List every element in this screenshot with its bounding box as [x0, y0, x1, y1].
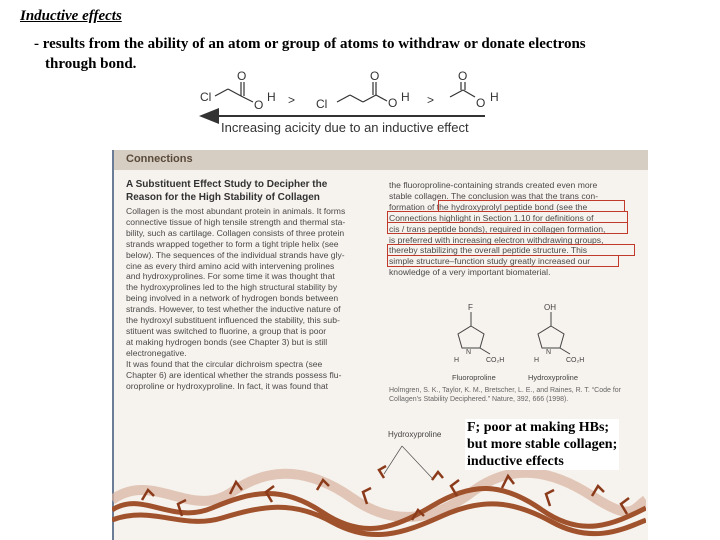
oxygen-label-1a: O — [237, 69, 247, 83]
chlorine-label-1: Cl — [200, 90, 212, 104]
right-column-text: the fluoroproline-containing strands created even more stable collagen. The conclusion was that the trans con- formation of the hydroxyprolyl peptide bond (see the Connections highlight in Section 1.10 for definitions of cis / trans peptide bonds), required in collagen formation, is preferred with increasing electron withdrawing groups, thereby stabilizing the overall peptide structure. This simple structure–function study greatly increased our knowledge of a very important biomaterial. — [389, 180, 606, 278]
hydrogen-label-struct-2: H — [534, 357, 540, 364]
oxygen-label-2a: O — [370, 69, 380, 83]
connections-header-label: Connections — [126, 153, 193, 165]
chlorine-label-2: Cl — [316, 97, 328, 111]
annotation-note — [465, 419, 619, 470]
nitrogen-label-1: N — [466, 349, 472, 356]
hydrogen-label-struct-1: H — [454, 357, 460, 364]
hydroxyproline-label: Hydroxyproline — [528, 373, 579, 382]
note-line-3: inductive effects — [467, 454, 564, 469]
description-line-1: - results from the ability of an atom or group of atoms to withdraw or donate electrons — [34, 36, 586, 52]
hydroxyl-group-label: OH — [544, 303, 556, 312]
acidity-arrow-label: Increasing acicity due to an inductive effect — [221, 120, 469, 135]
chloroacetic-acid-structure — [215, 82, 253, 102]
greater-than-1: > — [288, 93, 296, 107]
highlight-box-5 — [387, 255, 619, 267]
fluoroproline-ring — [458, 312, 490, 354]
oxygen-label-3b: O — [476, 96, 486, 110]
highlight-box-3 — [387, 222, 628, 234]
citation-reference: Holmgren, S. K., Taylor, K. M., Bretscher, L. E., and Raines, R. T. “Code for Collagen’s Stability Deciphered.” Nature, 392, 666 (1998). — [389, 387, 622, 403]
connections-header — [114, 150, 648, 170]
greater-than-2: > — [427, 93, 435, 107]
fluoroproline-label: Fluoroproline — [452, 373, 496, 382]
hydroxyproline-ring — [538, 312, 570, 354]
note-line-1: F; poor at making HBs; — [467, 420, 610, 435]
hydrogen-label-1: H — [267, 90, 276, 104]
left-column-text: Collagen is the most abundant protein in animals. It forms connective tissue of high tensile strength and thermal sta- bility, such as cartilage. Collagen consists of three protein strands wrapped together to form a tight triple helix (see below). The sequences of the individual strands have gly- cine as every third amino acid with intervening prolines and hydroxyprolines. For some time it was thought that the hydroxyprolines led to the high structural stability by being involved in a network of hydrogen bonds between strands. However, to test whether the inductive nature of the hydroxyl substituent influenced the stability, this sub- stituent was switched to fluorine, a group that is poor at making hydrogen bonds (see Chapter 3) but is still electronegative. It was found that the circular dichroism spectra (see Chapter 6) are identical whether the strands possess flu- oroproline or hydroxyproline. In fact, it was found that — [126, 206, 346, 391]
oxygen-label-3a: O — [458, 69, 468, 83]
hydrogen-label-3: H — [490, 90, 499, 104]
collagen-image-label: Hydroxyproline — [388, 430, 442, 439]
proline-structures — [444, 298, 644, 388]
description-line-2: through bond. — [45, 56, 137, 72]
chloropropanoic-acid-structure — [337, 82, 387, 102]
oxygen-label-2b: O — [388, 96, 398, 110]
slide-title: Inductive effects — [20, 8, 122, 24]
hydroxyproline-pointer-lines — [384, 446, 432, 478]
fluorine-atom-label: F — [468, 303, 473, 312]
carboxyl-label-2: CO₂H — [566, 357, 585, 364]
hydrogen-label-2: H — [401, 90, 410, 104]
note-line-2: but more stable collagen; — [467, 437, 618, 452]
connections-box-title: A Substituent Effect Study to Decipher the Reason for the High Stability of Collagen — [126, 179, 328, 203]
carboxyl-label-1: CO₂H — [486, 357, 505, 364]
oxygen-label-1b: O — [254, 98, 264, 112]
nitrogen-label-2: N — [546, 349, 552, 356]
acetic-acid-structure — [450, 82, 475, 97]
